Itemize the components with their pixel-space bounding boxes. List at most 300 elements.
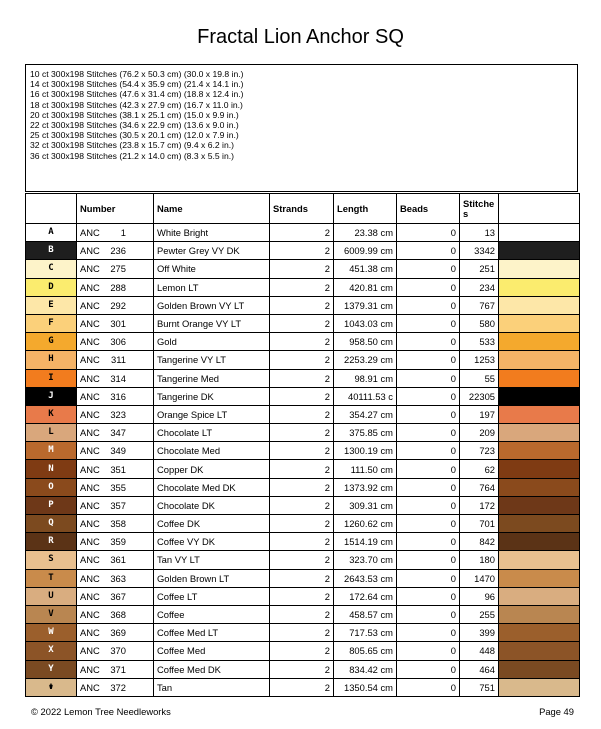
floss-code: 301 [110,318,126,330]
floss-length: 1350.54 cm [334,678,397,696]
floss-name: Golden Brown VY LT [154,296,270,314]
col-header-strands: Strands [270,194,334,224]
floss-symbol: R [26,533,77,551]
floss-code: 371 [110,663,126,675]
floss-name: Tangerine VY LT [154,351,270,369]
floss-brand: ANC [80,372,100,384]
floss-beads: 0 [397,387,460,405]
floss-number [77,242,154,260]
floss-name: Lemon LT [154,278,270,296]
floss-stitches: 197 [460,405,499,423]
floss-symbol: D [26,278,77,296]
floss-color-swatch [499,405,580,423]
floss-strands: 2 [270,405,334,423]
fabric-size-line: 36 ct 300x198 Stitches (21.2 x 14.0 cm) (8.3 x 5.5 in.) [30,150,234,161]
floss-brand: ANC [80,390,100,402]
floss-strands: 2 [270,442,334,460]
floss-beads: 0 [397,515,460,533]
floss-name: Chocolate Med DK [154,478,270,496]
floss-length: 1043.03 cm [334,314,397,332]
fabric-size-line: 14 ct 300x198 Stitches (54.4 x 35.9 cm) (21.4 x 14.1 in.) [30,79,244,90]
floss-table [25,193,580,697]
floss-code: 292 [110,299,126,311]
floss-code: 306 [110,336,126,348]
floss-brand: ANC [80,554,100,566]
floss-beads: 0 [397,314,460,332]
floss-symbol: O [26,478,77,496]
floss-color-swatch [499,642,580,660]
floss-beads: 0 [397,605,460,623]
table-row [26,533,580,551]
floss-brand: ANC [80,318,100,330]
floss-color-swatch [499,569,580,587]
floss-brand: ANC [80,499,100,511]
floss-length: 172.64 cm [334,587,397,605]
col-header-stitches: Stitches [460,194,499,224]
floss-beads: 0 [397,405,460,423]
col-header-symbol [26,194,77,224]
floss-brand: ANC [80,408,100,420]
table-row [26,405,580,423]
floss-beads: 0 [397,678,460,696]
table-row [26,333,580,351]
floss-strands: 2 [270,351,334,369]
floss-beads: 0 [397,242,460,260]
floss-stitches: 448 [460,642,499,660]
floss-symbol: P [26,496,77,514]
floss-symbol: W [26,624,77,642]
table-row [26,369,580,387]
floss-number [77,442,154,460]
floss-code: 368 [110,609,126,621]
floss-length: 40111.53 c [334,387,397,405]
floss-code: 361 [110,554,126,566]
floss-length: 451.38 cm [334,260,397,278]
floss-number [77,515,154,533]
floss-beads: 0 [397,587,460,605]
floss-number [77,351,154,369]
table-row [26,551,580,569]
floss-number [77,605,154,623]
floss-symbol: N [26,460,77,478]
table-row [26,442,580,460]
floss-stitches: 13 [460,224,499,242]
floss-strands: 2 [270,642,334,660]
floss-number [77,460,154,478]
floss-length: 958.50 cm [334,333,397,351]
floss-color-swatch [499,260,580,278]
floss-beads: 0 [397,260,460,278]
floss-name: Tangerine Med [154,369,270,387]
floss-color-swatch [499,369,580,387]
floss-name: Chocolate Med [154,442,270,460]
floss-code: 367 [110,590,126,602]
floss-name: Orange Spice LT [154,405,270,423]
col-header-beads: Beads [397,194,460,224]
floss-color-swatch [499,333,580,351]
floss-brand: ANC [80,336,100,348]
footer-copyright: © 2022 Lemon Tree Needleworks [31,706,171,717]
floss-name: Tan VY LT [154,551,270,569]
table-row [26,605,580,623]
table-row [26,660,580,678]
floss-beads: 0 [397,533,460,551]
floss-number [77,333,154,351]
floss-stitches: 767 [460,296,499,314]
floss-strands: 2 [270,242,334,260]
floss-symbol: Q [26,515,77,533]
floss-brand: ANC [80,663,100,675]
table-row [26,515,580,533]
floss-stitches: 533 [460,333,499,351]
floss-code: 357 [110,499,126,511]
col-header-color [499,194,580,224]
floss-name: Coffee DK [154,515,270,533]
floss-beads: 0 [397,496,460,514]
table-row [26,424,580,442]
floss-beads: 0 [397,369,460,387]
floss-beads: 0 [397,551,460,569]
floss-code: 369 [110,627,126,639]
floss-symbol: I [26,369,77,387]
floss-brand: ANC [80,263,100,275]
floss-code: 358 [110,518,126,530]
floss-brand: ANC [80,354,100,366]
floss-number [77,369,154,387]
table-row [26,587,580,605]
footer-page-number: Page 49 [539,706,574,717]
floss-color-swatch [499,424,580,442]
floss-number [77,624,154,642]
floss-name: White Bright [154,224,270,242]
fabric-size-line: 20 ct 300x198 Stitches (38.1 x 25.1 cm) (15.0 x 9.9 in.) [30,109,239,120]
floss-beads: 0 [397,333,460,351]
table-row [26,460,580,478]
floss-color-swatch [499,587,580,605]
floss-beads: 0 [397,224,460,242]
floss-beads: 0 [397,460,460,478]
floss-length: 23.38 cm [334,224,397,242]
floss-code: 288 [110,281,126,293]
floss-code: 355 [110,481,126,493]
floss-stitches: 3342 [460,242,499,260]
table-row [26,678,580,696]
floss-symbol: F [26,314,77,332]
table-row [26,278,580,296]
floss-code: 323 [110,408,126,420]
floss-symbol: V [26,605,77,623]
floss-color-swatch [499,515,580,533]
floss-length: 458.57 cm [334,605,397,623]
floss-stitches: 172 [460,496,499,514]
floss-name: Burnt Orange VY LT [154,314,270,332]
floss-strands: 2 [270,678,334,696]
floss-symbol: M [26,442,77,460]
table-row [26,478,580,496]
floss-length: 420.81 cm [334,278,397,296]
floss-strands: 2 [270,624,334,642]
floss-stitches: 180 [460,551,499,569]
floss-strands: 2 [270,424,334,442]
floss-symbol: Y [26,660,77,678]
table-header-row [26,194,580,224]
table-row [26,387,580,405]
floss-number [77,387,154,405]
floss-number [77,678,154,696]
floss-number [77,660,154,678]
floss-length: 111.50 cm [334,460,397,478]
table-row [26,496,580,514]
floss-symbol: T [26,569,77,587]
floss-color-swatch [499,678,580,696]
floss-strands: 2 [270,496,334,514]
floss-name: Tan [154,678,270,696]
floss-color-swatch [499,605,580,623]
floss-code: 351 [110,463,126,475]
floss-beads: 0 [397,296,460,314]
floss-name: Coffee LT [154,587,270,605]
floss-brand: ANC [80,281,100,293]
table-row [26,296,580,314]
floss-symbol: E [26,296,77,314]
floss-strands: 2 [270,551,334,569]
floss-length: 717.53 cm [334,624,397,642]
floss-symbol: K [26,405,77,423]
floss-number [77,278,154,296]
floss-brand: ANC [80,590,100,602]
floss-name: Coffee VY DK [154,533,270,551]
page-title: Fractal Lion Anchor SQ [197,26,404,48]
floss-name: Gold [154,333,270,351]
floss-code: 1 [120,227,126,239]
floss-stitches: 701 [460,515,499,533]
floss-name: Coffee Med [154,642,270,660]
floss-strands: 2 [270,296,334,314]
floss-length: 375.85 cm [334,424,397,442]
floss-stitches: 22305 [460,387,499,405]
floss-stitches: 234 [460,278,499,296]
floss-color-swatch [499,551,580,569]
fabric-sizes-box [25,64,578,192]
floss-color-swatch [499,314,580,332]
floss-beads: 0 [397,424,460,442]
floss-stitches: 62 [460,460,499,478]
floss-length: 1300.19 cm [334,442,397,460]
floss-name: Pewter Grey VY DK [154,242,270,260]
col-header-length: Length [334,194,397,224]
floss-strands: 2 [270,515,334,533]
floss-strands: 2 [270,478,334,496]
floss-number [77,533,154,551]
floss-stitches: 751 [460,678,499,696]
floss-name: Chocolate LT [154,424,270,442]
table-row [26,569,580,587]
floss-color-swatch [499,533,580,551]
floss-color-swatch [499,224,580,242]
floss-code: 372 [110,681,126,693]
fabric-size-line: 16 ct 300x198 Stitches (47.6 x 31.4 cm) (18.8 x 12.4 in.) [30,89,244,100]
floss-number [77,478,154,496]
floss-length: 6009.99 cm [334,242,397,260]
floss-stitches: 723 [460,442,499,460]
floss-number [77,569,154,587]
table-row [26,642,580,660]
floss-length: 1373.92 cm [334,478,397,496]
floss-number [77,424,154,442]
floss-symbol: A [26,224,77,242]
floss-brand: ANC [80,609,100,621]
floss-name: Golden Brown LT [154,569,270,587]
fabric-size-line: 25 ct 300x198 Stitches (30.5 x 20.1 cm) (12.0 x 7.9 in.) [30,130,239,141]
floss-brand: ANC [80,227,100,239]
floss-length: 1514.19 cm [334,533,397,551]
floss-number [77,296,154,314]
floss-stitches: 842 [460,533,499,551]
floss-strands: 2 [270,224,334,242]
floss-symbol: ⚱ [26,678,77,696]
floss-strands: 2 [270,605,334,623]
floss-name: Coffee Med DK [154,660,270,678]
floss-brand: ANC [80,645,100,657]
floss-symbol: U [26,587,77,605]
floss-stitches: 464 [460,660,499,678]
table-row [26,224,580,242]
floss-stitches: 399 [460,624,499,642]
floss-stitches: 209 [460,424,499,442]
floss-symbol: C [26,260,77,278]
floss-code: 370 [110,645,126,657]
floss-brand: ANC [80,299,100,311]
floss-strands: 2 [270,333,334,351]
floss-color-swatch [499,351,580,369]
floss-symbol: J [26,387,77,405]
floss-number [77,551,154,569]
floss-length: 98.91 cm [334,369,397,387]
floss-strands: 2 [270,533,334,551]
fabric-size-line: 10 ct 300x198 Stitches (76.2 x 50.3 cm) (30.0 x 19.8 in.) [30,69,244,79]
floss-table-body [26,224,580,697]
floss-number [77,224,154,242]
floss-stitches: 580 [460,314,499,332]
floss-beads: 0 [397,478,460,496]
col-header-name: Name [154,194,270,224]
floss-number [77,587,154,605]
floss-length: 1379.31 cm [334,296,397,314]
floss-code: 347 [110,427,126,439]
floss-color-swatch [499,442,580,460]
floss-symbol: S [26,551,77,569]
floss-strands: 2 [270,278,334,296]
floss-brand: ANC [80,427,100,439]
fabric-size-line: 32 ct 300x198 Stitches (23.8 x 15.7 cm) (9.4 x 6.2 in.) [30,140,234,151]
floss-color-swatch [499,242,580,260]
floss-color-swatch [499,660,580,678]
floss-stitches: 55 [460,369,499,387]
floss-beads: 0 [397,278,460,296]
floss-length: 309.31 cm [334,496,397,514]
floss-strands: 2 [270,460,334,478]
floss-color-swatch [499,496,580,514]
floss-symbol: G [26,333,77,351]
floss-name: Coffee [154,605,270,623]
floss-beads: 0 [397,569,460,587]
floss-number [77,642,154,660]
floss-color-swatch [499,387,580,405]
floss-beads: 0 [397,642,460,660]
floss-brand: ANC [80,518,100,530]
floss-name: Chocolate DK [154,496,270,514]
floss-length: 323.70 cm [334,551,397,569]
floss-strands: 2 [270,314,334,332]
floss-name: Tangerine DK [154,387,270,405]
floss-color-swatch [499,478,580,496]
floss-color-swatch [499,624,580,642]
floss-code: 314 [110,372,126,384]
floss-strands: 2 [270,587,334,605]
floss-color-swatch [499,278,580,296]
floss-strands: 2 [270,569,334,587]
floss-code: 359 [110,536,126,548]
floss-symbol: H [26,351,77,369]
floss-name: Copper DK [154,460,270,478]
floss-symbol: X [26,642,77,660]
floss-brand: ANC [80,445,100,457]
table-row [26,624,580,642]
floss-number [77,496,154,514]
table-row [26,260,580,278]
floss-name: Off White [154,260,270,278]
floss-code: 316 [110,390,126,402]
floss-length: 834.42 cm [334,660,397,678]
floss-code: 275 [110,263,126,275]
floss-length: 2643.53 cm [334,569,397,587]
floss-brand: ANC [80,627,100,639]
floss-strands: 2 [270,387,334,405]
floss-brand: ANC [80,463,100,475]
floss-code: 311 [111,354,126,366]
floss-beads: 0 [397,660,460,678]
floss-code: 349 [110,445,126,457]
floss-stitches: 255 [460,605,499,623]
floss-stitches: 96 [460,587,499,605]
fabric-size-line: 22 ct 300x198 Stitches (34.6 x 22.9 cm) (13.6 x 9.0 in.) [30,120,239,131]
floss-symbol: B [26,242,77,260]
floss-strands: 2 [270,260,334,278]
floss-color-swatch [499,460,580,478]
floss-code: 236 [110,245,126,257]
floss-brand: ANC [80,481,100,493]
floss-brand: ANC [80,681,100,693]
floss-brand: ANC [80,572,100,584]
floss-length: 2253.29 cm [334,351,397,369]
floss-stitches: 251 [460,260,499,278]
floss-code: 363 [110,572,126,584]
table-row [26,314,580,332]
floss-name: Coffee Med LT [154,624,270,642]
floss-color-swatch [499,296,580,314]
floss-stitches: 764 [460,478,499,496]
floss-beads: 0 [397,442,460,460]
floss-length: 805.65 cm [334,642,397,660]
floss-number [77,405,154,423]
floss-strands: 2 [270,660,334,678]
floss-beads: 0 [397,624,460,642]
floss-brand: ANC [80,536,100,548]
fabric-size-line: 18 ct 300x198 Stitches (42.3 x 27.9 cm) (16.7 x 11.0 in.) [30,99,243,110]
floss-beads: 0 [397,351,460,369]
floss-symbol: L [26,424,77,442]
floss-strands: 2 [270,369,334,387]
